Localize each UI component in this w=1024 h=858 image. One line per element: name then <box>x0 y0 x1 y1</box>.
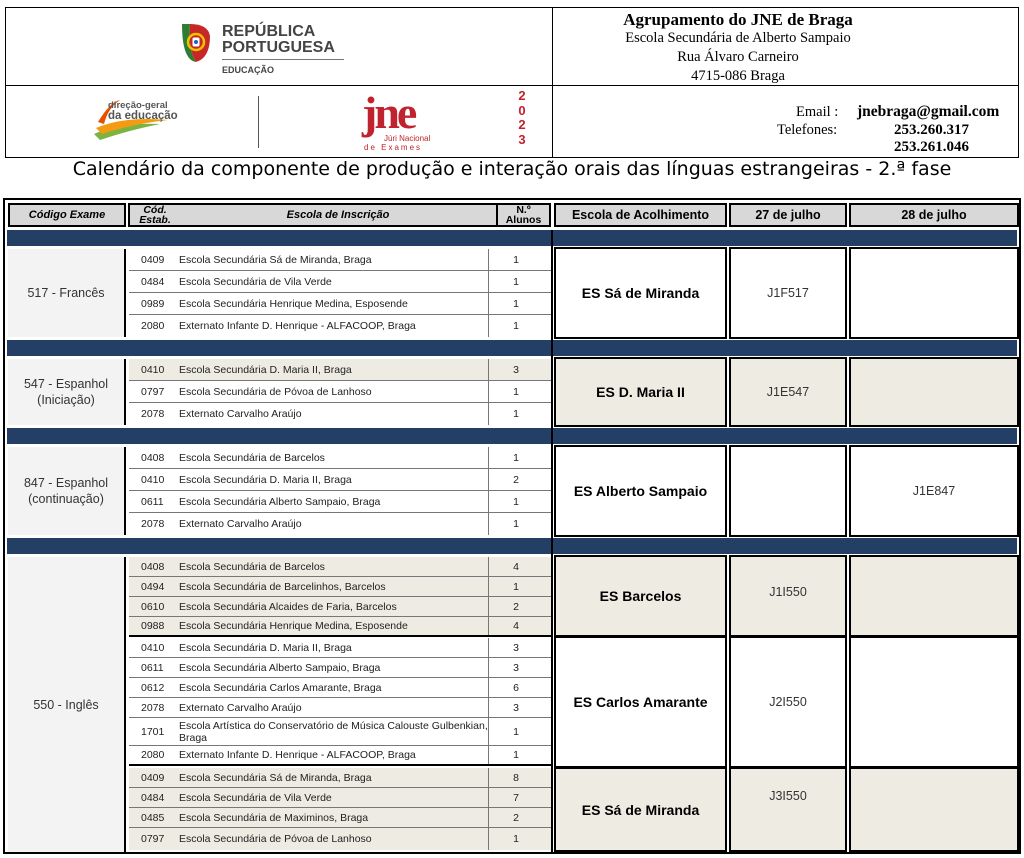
jne-text-juri-nacional: Júri Nacional <box>384 134 431 143</box>
day2-cell <box>849 767 1019 852</box>
cod-estab: 0410 <box>141 473 165 486</box>
student-count: 4 <box>488 557 543 576</box>
section-divider-band <box>7 538 1017 554</box>
exam-code-line1: 547 - Espanhol <box>23 377 109 391</box>
day1-cell: J1E547 <box>729 357 847 427</box>
school-name: Escola Secundária Carlos Amarante, Braga <box>179 681 382 694</box>
day2-cell: J1E847 <box>849 445 1019 537</box>
year-digit: 2 <box>518 88 526 103</box>
table-row <box>129 698 551 718</box>
student-count: 1 <box>488 718 543 745</box>
table-row <box>129 658 551 678</box>
exam-code-line2: (Iniciação) <box>37 393 95 407</box>
cod-estab: 2080 <box>141 749 165 761</box>
table-row <box>129 293 551 315</box>
cod-estab: 0485 <box>141 811 165 824</box>
school-name: Escola Secundária de Barcelos <box>179 451 325 464</box>
school-name: Escola Secundária D. Maria II, Braga <box>179 363 352 376</box>
student-count: 1 <box>488 271 543 292</box>
jne-logo-mark: jne <box>362 87 415 138</box>
student-count: 3 <box>488 658 543 677</box>
host-school-cell: ES Sá de Miranda <box>554 247 727 339</box>
day1-cell: J1I550 <box>729 555 847 637</box>
header-exam-code: Código Exame <box>8 203 126 227</box>
header-num-line1: N.º <box>516 204 531 216</box>
school-name: Externato Infante D. Henrique - ALFACOOP, Braga <box>179 749 416 761</box>
student-count: 1 <box>488 513 543 535</box>
school-name: Escola Secundária Sá de Miranda, Braga <box>179 771 372 784</box>
header-cod-line1: Cód. <box>143 204 167 216</box>
logo-separator <box>258 96 259 148</box>
cod-estab: 0797 <box>141 385 165 398</box>
table-row <box>129 718 551 746</box>
student-count: 1 <box>488 746 543 764</box>
day1-cell: J3I550 <box>729 767 847 852</box>
cod-estab: 0494 <box>141 580 165 593</box>
table-row <box>129 638 551 658</box>
table-row <box>129 678 551 698</box>
school-name: Escola Secundária de Póvoa de Lanhoso <box>179 385 372 398</box>
student-count: 1 <box>488 315 543 337</box>
year-vertical <box>515 89 529 147</box>
school-name: Escola Secundária D. Maria II, Braga <box>179 473 352 486</box>
student-count: 7 <box>488 788 543 807</box>
org-street: Rua Álvaro Carneiro <box>677 49 799 65</box>
school-name: Escola Secundária Alberto Sampaio, Braga <box>179 495 381 508</box>
table-row <box>129 597 551 617</box>
host-school-cell: ES D. Maria II <box>554 357 727 427</box>
cod-estab: 0988 <box>141 620 165 632</box>
org-city: 4715-086 Braga <box>691 68 785 84</box>
jne-text-de-exames: de Exames <box>364 143 423 152</box>
cod-estab: 0484 <box>141 791 165 804</box>
document-header <box>5 7 1019 158</box>
year-digit: 2 <box>518 117 526 132</box>
school-name: Escola Secundária Henrique Medina, Esposende <box>179 297 408 310</box>
section-divider-band <box>7 428 1017 444</box>
host-school-cell: ES Barcelos <box>554 555 727 637</box>
student-count: 1 <box>488 381 543 402</box>
student-count: 1 <box>488 577 543 596</box>
table-row <box>129 491 551 513</box>
header-num-line2: Alunos <box>505 214 542 226</box>
logo-text-republica: REPÚBLICA <box>222 23 316 40</box>
school-name: Externato Carvalho Araújo <box>179 408 302 420</box>
student-count: 8 <box>488 768 543 787</box>
section-divider-band <box>7 230 1017 246</box>
student-count: 1 <box>488 447 543 468</box>
host-school-cell: ES Alberto Sampaio <box>554 445 727 537</box>
org-name: Agrupamento do JNE de Braga <box>623 10 853 29</box>
student-count: 2 <box>488 469 543 490</box>
school-name: Escola Secundária de Barcelinhos, Barcelos <box>179 580 386 593</box>
email-label: Email : <box>796 104 839 120</box>
organization-block <box>554 10 922 86</box>
school-name: Externato Carvalho Araújo <box>179 518 302 530</box>
student-count: 3 <box>488 638 543 657</box>
logo-text-educacao: EDUCAÇÃO <box>222 65 275 75</box>
year-digit: 0 <box>518 102 526 118</box>
org-school: Escola Secundária de Alberto Sampaio <box>625 30 851 46</box>
dge-logo <box>90 94 190 144</box>
header-day-2: 28 de julho <box>849 203 1019 227</box>
table-row <box>129 808 551 828</box>
table-row <box>129 403 551 425</box>
school-name: Escola Secundária de Barcelos <box>179 560 325 573</box>
table-row <box>129 513 551 535</box>
portugal-emblem-icon <box>178 20 214 64</box>
school-name: Escola Secundária de Póvoa de Lanhoso <box>179 833 372 845</box>
exam-cell-espanhol-iniciacao <box>8 359 126 425</box>
cod-estab: 0408 <box>141 451 165 464</box>
cod-estab: 0484 <box>141 275 165 288</box>
student-count: 1 <box>488 403 543 425</box>
school-name: Escola Secundária D. Maria II, Braga <box>179 641 352 654</box>
logo-text-portuguesa: PORTUGUESA <box>222 39 335 56</box>
cod-estab: 0612 <box>141 681 165 694</box>
header-num-students <box>496 203 551 227</box>
exam-code-line1: 847 - Espanhol <box>23 476 109 490</box>
table-row <box>129 469 551 491</box>
table-row <box>129 788 551 808</box>
dge-text-educacao: da educação <box>108 110 178 122</box>
table-row <box>129 447 551 469</box>
schedule-table <box>3 198 1021 854</box>
exam-cell-espanhol-continuacao <box>8 447 126 535</box>
school-name: Escola Secundária de Vila Verde <box>179 275 332 288</box>
table-row <box>129 617 551 637</box>
school-name: Escola Secundária Alberto Sampaio, Braga <box>179 661 381 674</box>
day2-cell <box>849 357 1019 427</box>
day2-cell <box>849 636 1019 768</box>
cod-estab: 0410 <box>141 641 165 654</box>
school-name: Externato Carvalho Araújo <box>179 701 302 714</box>
school-name: Escola Secundária de Maximinos, Braga <box>179 811 369 824</box>
student-count: 1 <box>488 293 543 314</box>
host-school-cell: ES Carlos Amarante <box>554 636 727 768</box>
student-count: 1 <box>488 491 543 512</box>
header-day-1: 27 de julho <box>729 203 847 227</box>
cod-estab: 0409 <box>141 771 165 784</box>
header-host-school: Escola de Acolhimento <box>554 203 727 227</box>
section-divider-band <box>7 340 1017 356</box>
header-divider-vertical <box>552 8 553 157</box>
jne-logo <box>354 87 446 152</box>
day1-cell <box>729 445 847 537</box>
phone-1: 253.260.317 <box>894 122 969 138</box>
column-divider <box>551 230 553 852</box>
table-row <box>129 746 551 766</box>
cod-estab: 0410 <box>141 363 165 376</box>
student-count: 4 <box>488 617 543 635</box>
student-count: 2 <box>488 808 543 827</box>
table-row <box>129 249 551 271</box>
header-school: Escola de Inscrição <box>180 203 496 227</box>
day2-cell <box>849 555 1019 637</box>
school-name: Externato Infante D. Henrique - ALFACOOP, Braga <box>179 320 416 332</box>
cod-estab: 2078 <box>141 408 165 420</box>
cod-estab: 0989 <box>141 297 165 310</box>
cod-estab: 1701 <box>141 725 165 738</box>
student-count: 1 <box>488 249 543 270</box>
header-cod-line2: Estab. <box>139 214 171 226</box>
cod-estab: 2080 <box>141 320 165 332</box>
school-name: Escola Secundária Henrique Medina, Esposende <box>179 620 408 632</box>
table-row <box>129 768 551 788</box>
cod-estab: 2078 <box>141 518 165 530</box>
dge-text-direcao-geral: direção-geral <box>108 100 168 111</box>
cod-estab: 0409 <box>141 253 165 266</box>
exam-code-line2: (continuação) <box>28 492 104 506</box>
student-count: 6 <box>488 678 543 697</box>
phone-2: 253.261.046 <box>894 139 969 155</box>
table-row <box>129 828 551 850</box>
cod-estab: 0611 <box>141 661 164 674</box>
phone-label: Telefones: <box>777 122 838 138</box>
exam-cell-frances: 517 - Francês <box>8 249 126 337</box>
student-count: 2 <box>488 597 543 616</box>
table-row <box>129 577 551 597</box>
host-school-cell: ES Sá de Miranda <box>554 767 727 852</box>
exam-cell-ingles: 550 - Inglês <box>8 557 126 852</box>
school-name: Escola Secundária de Vila Verde <box>179 791 332 804</box>
table-row <box>129 359 551 381</box>
day2-cell <box>849 247 1019 339</box>
school-name: Escola Artística do Conservatório de Música Calouste Gulbenkian, Braga <box>179 719 488 744</box>
student-count: 3 <box>488 359 543 380</box>
school-name: Escola Secundária Sá de Miranda, Braga <box>179 253 372 266</box>
student-count: 3 <box>488 698 543 717</box>
document-title: Calendário da componente de produção e interação orais das línguas estrangeiras - 2.ª fase <box>72 158 952 180</box>
day1-cell: J2I550 <box>729 636 847 768</box>
cod-estab: 0610 <box>141 600 165 613</box>
table-row <box>129 271 551 293</box>
cod-estab: 2078 <box>141 701 165 714</box>
cod-estab: 0611 <box>141 495 164 508</box>
table-row <box>129 315 551 337</box>
table-row <box>129 381 551 403</box>
student-count: 1 <box>488 828 543 850</box>
cod-estab: 0797 <box>141 833 165 845</box>
logo-underline <box>222 59 344 60</box>
day1-cell: J1F517 <box>729 247 847 339</box>
cod-estab: 0408 <box>141 560 165 573</box>
table-row <box>129 557 551 577</box>
header-cod-estab <box>128 203 180 227</box>
year-digit: 3 <box>518 131 526 147</box>
email-value[interactable]: jnebraga@gmail.com <box>857 103 1000 120</box>
school-name: Escola Secundária Alcaides de Faria, Barcelos <box>179 600 397 613</box>
